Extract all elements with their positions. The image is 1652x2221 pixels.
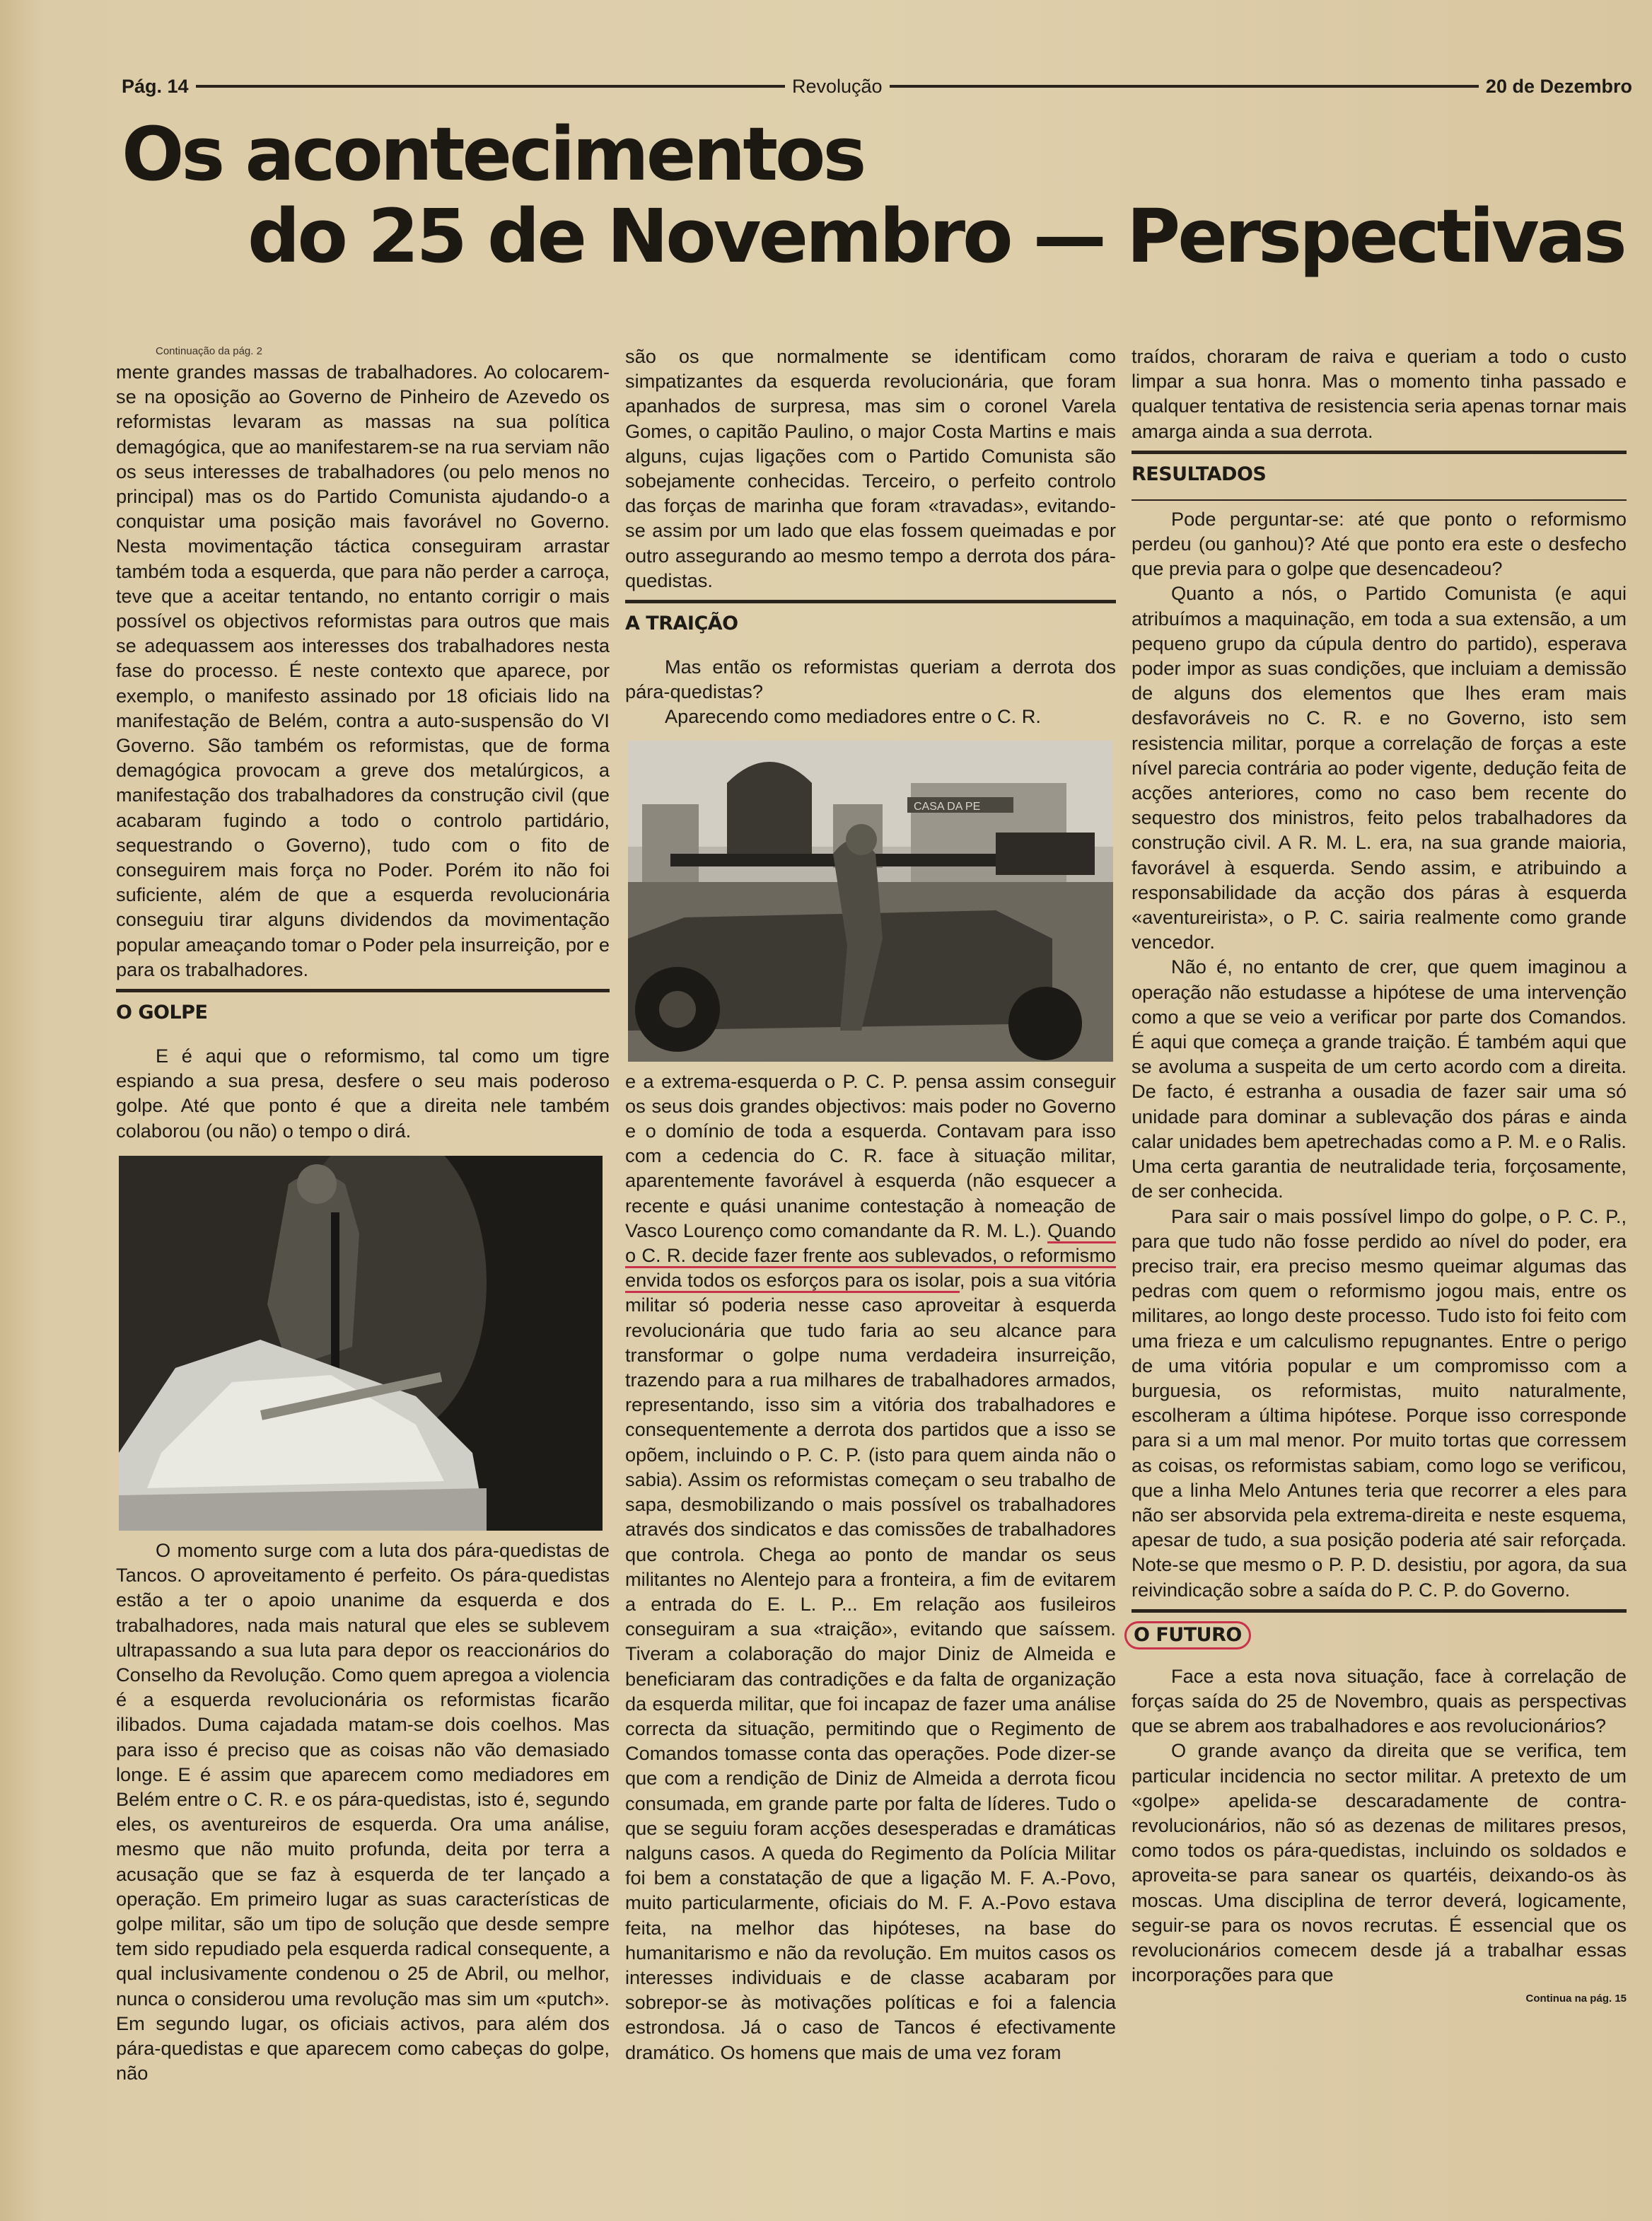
col1-paragraph-2: E é aqui que o reformismo, tal como um tigre espiando a sua presa, desfere o seu mais poderoso golpe. Até que ponto é que a direita nele também colaborou (ou não) o tempo o dirá.	[116, 1045, 610, 1142]
col3-paragraph-4: Não é, no entanto de crer, que quem imaginou a operação não estudasse a hipótese de uma intervenção como a que se veio a verificar por parte dos Comandos. É aqui que começa a grande traição. É também aqui que se avoluma a suspeita de um certo acordo com a direita. De facto, é estranha a ousadia de fazer sair uma só unidade para dominar a sublevação dos páras e ainda calar unidades bem apetrechadas como a P. M. e o Ralis. Uma certa garantia de neutralidade teria, forçosamente, de ser conhecida.	[1132, 956, 1627, 1202]
col2-paragraph-4-end: , pois a sua vitória militar só poderia nesse caso aproveitar à esquerda revolucionária que tudo faria ao seu alcance para transformar o golpe numa verdadeira insurreição, trazendo para a rua milhares de trabalhadores armados, representando, isso sim a vitória dos trabalhadores e consequentemente a derrota dos partidos que a isso se opõem, incluindo o P. C. P. (isto para quem ainda não o sabia). Assim os reformistas começam o seu trabalho de sapa, desmobilizando o mais possível os trabalhadores através dos sindicatos e das comissões de trabalhadores que controla. Chega ao ponto de mandar os seus militantes no Alentejo para a fronteira, a fim de evitarem a entrada do E. L. P... Em relação aos fusileiros conseguiram a sua «traição», evitando que saíssem. Tiveram a colaboração do major Diniz de Almeida e beneficiaram das contradições e da falta de organização da esquerda militar, que foi incapaz de fazer uma análise correcta da situação, permitindo que o Regimento de Comandos tomasse conta das operações. Pode dizer-se que com a rendição de Diniz de Almeida a derrota ficou consumada, em grande parte por falta de líderes. Tudo o que se seguiu foram acções desesperadas e dramáticas nalguns casos. A queda do Regimento da Polícia Militar foi bem a constatação de que a ligação M. F. A.-Povo, muito particularmente, oficiais do M. F. A.-Povo estava feita, na melhor das hipóteses, na base do humanitarismo e não da revolução. Em muitos casos os interesses individuais e de classe acabaram por sobrepor-se às motivações políticas e foi a falencia estrondosa. Já o caso de Tancos é efectivamente dramático. Os homens que mais de uma vez foram	[625, 1269, 1116, 2063]
continuation-from-note: Continuação da pág. 2	[156, 345, 262, 357]
col2-paragraph-4-start: e a extrema-esquerda o P. C. P. pensa assim conseguir os seus dois grandes objectivos: mais poder no Governo e o domínio de toda a esquerda. Contavam para isso com a cedencia do C. R. face à situação militar, aparentemente favorável à esquerda (não esquecer a recente e quási unanime contestação à nomeação de Vasco Lourenço como comandante da R. M. L.).	[625, 1069, 1116, 1241]
continuation-to-note: Continua na pág. 15	[1525, 1993, 1627, 2005]
section-heading-resultados: RESULTADOS	[1132, 451, 1627, 501]
photo-jeep-image	[628, 741, 1113, 1062]
red-pen-circled-heading: O FUTURO	[1124, 1621, 1251, 1649]
col3-paragraph-1: traídos, choraram de raiva e queriam a todo o custo limpar a sua honra. Mas o momento tinha passado e qualquer tentativa de resistencia seria apenas tornar mais amarga ainda a sua derrota.	[1132, 345, 1627, 442]
col3-paragraph-2: Pode perguntar-se: até que ponto o reformismo perdeu (ou ganhou)? Até que ponto era este o desfecho que previa para o golpe que desencadeou?	[1132, 507, 1627, 580]
column-2	[625, 344, 1116, 2065]
col1-paragraph-1: mente grandes massas de trabalhadores. Ao colocarem-se na oposição ao Governo de Pinheiro de Azevedo os reformistas levaram as massas na sua política demagógica, que ao manifestarem-se na rua serviam não os seus interesses de trabalhadores (ou pelo menos no principal) mas os do Partido Comunista ajudando-o a conquistar uma posição mais favorável no Governo. Nesta movimentação táctica conseguiram arrastar também toda a esquerda, que para não perder a carroça, teve que a aceitar tentando, no entanto corrigir o mais possível os objectivos reformistas para outros que mais se adequassem aos interesses dos trabalhadores nesta fase do processo. É neste contexto que aparece, por exemplo, o manifesto assinado por 18 oficiais lido na manifestação de Belém, contra a auto-suspensão do VI Governo. São também os reformistas, que de forma demagógica provocam a greve dos metalúrgicos, a manifestação dos trabalhadores da construção civil (que acabaram fugindo a todo o controlo partidário, sequestrando o Governo), tudo com o fito de conseguirem mais força no Poder. Porém ito não foi suficiente, além de que a esquerda revolucionária conseguiu tirar alguns dividendos da movimentação popular ameaçando tomar o Poder pela insurreição, por e para os trabalhadores.	[116, 361, 610, 980]
photo-soldier-image	[119, 1156, 603, 1531]
col2-paragraph-3: Aparecendo como mediadores entre o C. R.	[665, 705, 1041, 728]
section-heading-futuro	[1132, 1609, 1627, 1658]
red-pen-underlined-passage: Quando o C. R. decide fazer frente aos sublevados, o reformismo envida todos os esforços para os isolar	[625, 1219, 1116, 1293]
section-heading-traicao: A TRAIÇÃO	[625, 600, 1116, 649]
header-rule-right	[890, 85, 1479, 88]
col2-paragraph-1: são os que normalmente se identificam como simpatizantes da esquerda revolucionária, que foram apanhados de surpresa, mas sim o coronel Varela Gomes, o capitão Paulino, o major Costa Martins e mais alguns, cujas ligações com o Partido Comunista são sobejamente conhecidas. Terceiro, o perfeito controlo das forças de marinha que foram «travadas», evitando-se assim por um lado que elas fossem queimadas e por outro assegurando ao mesmo tempo a derrota dos pára-quedistas.	[625, 345, 1116, 591]
headline	[122, 113, 1632, 278]
column-1	[116, 344, 610, 2085]
page-number: Pág. 14	[122, 75, 189, 97]
section-heading-golpe: O GOLPE	[116, 989, 610, 1038]
col3-paragraph-3: Quanto a nós, o Partido Comunista (e aqui atribuímos a maquinação, em toda a sua extensão, a um pequeno grupo da cúpula dentro do partido), esperava poder impor as suas condições, que incluiam a demissão de alguns dos elementos que lhes eram mais desfavoráveis no C. R. e no Governo, isto sem resistencia militar, porque a correlação de forças a este nível parecia contrária ao poder vigente, dedução feita de acções anteriores, como no caso bem recente do sequestro dos ministros, feito pelos trabalhadores da construção civil. A R. M. L. era, na sua grande maioria, favorável à esquerda. Sendo assim, e atribuindo a responsabilidade da acção dos páras à esquerda «aventureirista», o P. C. sairia realmente como grande vencedor.	[1132, 582, 1627, 953]
headline-line-1: Os acontecimentos	[122, 111, 864, 197]
photo-shop-sign: CASA DA PE	[914, 800, 981, 813]
header-rule-left	[196, 85, 785, 88]
publication-name: Revolução	[791, 75, 883, 97]
col3-paragraph-7: O grande avanço da direita que se verifica, tem particular incidencia no sector militar. A pretexto de um «golpe» apelida-se descaradamente de contra-revolucionários, não só as dezenas de militares presos, como todos os pára-quedistas, incluindo os soldados e aproveita-se para sanear os quartéis, deixando-os às moscas. Uma disciplina de terror deverá, logicamente, seguir-se para os novos recrutas. É essencial que os revolucionários comecem desde já a trabalhar essas incorporações para que	[1132, 1739, 1627, 1986]
photo-soldier-on-armored-car	[119, 1156, 603, 1531]
col1-paragraph-3: O momento surge com a luta dos pára-quedistas de Tancos. O aproveitamento é perfeito. Os pára-quedistas estão a ter o apoio unanime da esquerda e dos trabalhadores, nada mais natural que eles se sublevem ultrapassando a sua luta para depor os reaccionários do Conselho da Revolução. Como quem apregoa a violencia é a esquerda revolucionária os reformistas ficarão ilibados. Duma cajadada matam-se dois coelhos. Mas para isso é preciso que as coisas não vão demasiado longe. E é assim que aparecem como mediadores em Belém entre o C. R. e os pára-quedistas, isto é, segundo eles, os aventureiros de esquerda. Ora uma análise, mesmo que não muito profunda, deita por terra a acusação que se faz à esquerda de ter lançado a operação. Em primeiro lugar as suas características de golpe militar, são um tipo de solução que desde sempre tem sido repudiado pela esquerda radical consequente, a qual inclusivamente condenou o 25 de Abril, ou melhor, nunca o considerou uma revolução mas sim um «putch». Em segundo lugar, os oficiais activos, para além dos pára-quedistas e que aparecem como cabeças do golpe, não	[116, 1538, 610, 2084]
col3-paragraph-6: Face a esta nova situação, face à correlação de forças saída do 25 de Novembro, quais as perspectivas que se abrem aos trabalhadores e aos revolucionários?	[1132, 1664, 1627, 1737]
issue-date: 20 de Dezembro	[1485, 75, 1632, 97]
running-head	[122, 72, 1632, 100]
column-3	[1132, 344, 1627, 2007]
col2-paragraph-2: Mas então os reformistas queriam a derrota dos pára-quedistas?	[625, 656, 1116, 703]
photo-jeep-with-recoilless-gun	[628, 741, 1113, 1062]
col2-paragraph-4	[625, 1069, 1116, 2065]
col3-paragraph-5: Para sair o mais possível limpo do golpe, o P. C. P., para que tudo não fosse perdido ao nível do poder, era preciso trair, era preciso mesmo queimar algumas das pedras com quem o reformismo jogou mais, entre os militares, ao longo deste processo. Tudo isto foi feito com uma frieza e um calculismo repugnantes. Entre o perigo de uma vitória popular e um compromisso com a burguesia, os reformistas, muito naturalmente, escolheram a última hipótese. Porque isso corresponde para si a um mal menor. Por muito tortas que corressem as coisas, os reformistas sabiam, como logo se verificou, que a linha Melo Antunes teria que recorrer a eles para não ser absorvida pela extrema-direita e neste esquema, apesar de tudo, a sua posição poderia até sair reforçada. Note-se que mesmo o P. P. D. desistiu, por agora, da sua reivindicação sobre a saída do P. C. P. do Governo.	[1132, 1205, 1627, 1601]
headline-line-2: do 25 de Novembro — Perspectivas	[248, 193, 1624, 280]
